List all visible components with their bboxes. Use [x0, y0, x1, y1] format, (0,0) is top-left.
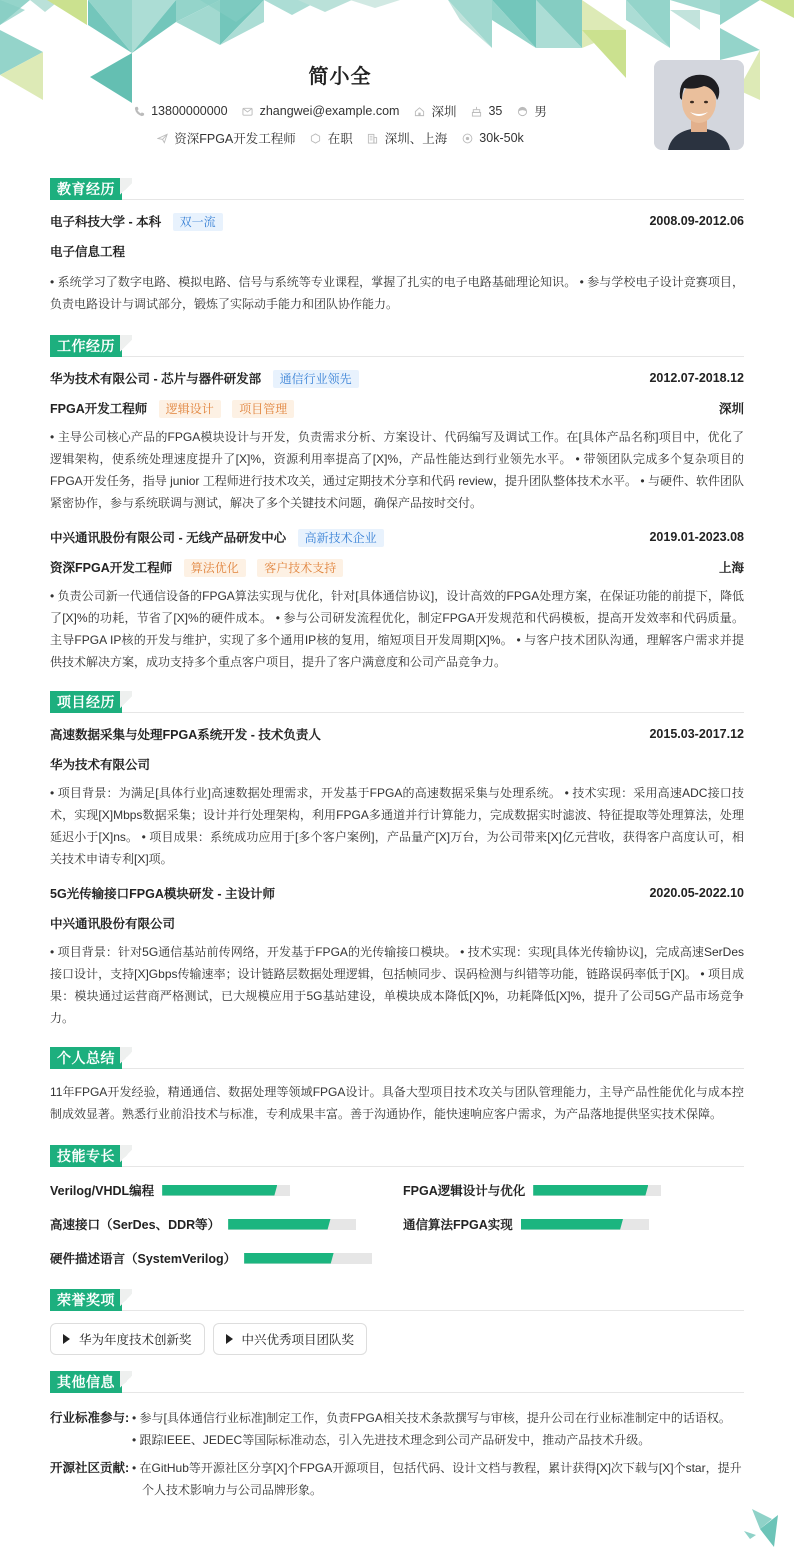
skill-item: [50, 1213, 403, 1235]
other-info-row: [50, 1457, 744, 1501]
role-tag: 逻辑设计: [159, 400, 221, 418]
employment-status-info: 在职: [310, 129, 353, 147]
phone-icon: [133, 105, 145, 117]
job-role: FPGA开发工程师: [50, 401, 148, 416]
section-title: 教育经历: [50, 178, 122, 200]
project-name: 5G光传输接口FPGA模块研发 - 主设计师: [50, 887, 276, 901]
corner-decoration: [742, 1507, 782, 1549]
work-description: • 主导公司核心产品的FPGA模块设计与开发，负责需求分析、方案设计、代码编写及调试工作。在[具体产品名称]项目中，优化了逻辑架构，使系统处理速度提升了[X]%，资源利用率提高了[X]%，产品性能达到行业领先水平。 • 带领团队完成多个复杂项目的FPGA开发任务，指导 junior 工程师进行技术攻关，通过定期技术分享和代码 review，提升团队整体技术水平。 • 与硬件、软件团队紧密协作，参与系统联调与测试，解决了多个关键技术问题，确保产品按时交付。: [50, 430, 744, 510]
section-title-tail: [120, 691, 132, 713]
section-title-tail: [120, 1047, 132, 1069]
skills-section: [50, 1145, 744, 1269]
projects-section: [50, 691, 744, 1029]
awards-list: [50, 1323, 744, 1355]
resume-content: [0, 178, 794, 1501]
major: 电子信息工程: [50, 245, 126, 259]
home-icon: [413, 105, 425, 117]
awards-section: [50, 1289, 744, 1355]
section-title: 个人总结: [50, 1047, 122, 1069]
school-name: 电子科技大学 - 本科: [50, 214, 162, 229]
award-badge: 华为年度技术创新奖: [50, 1323, 205, 1355]
section-header: [50, 1145, 744, 1167]
job-role: 资深FPGA开发工程师: [50, 560, 173, 575]
job-intent-row: [0, 129, 680, 147]
target-position-info: 资深FPGA开发工程师: [156, 129, 296, 147]
skill-bar-fill: [244, 1253, 334, 1264]
skill-name: 通信算法FPGA实现: [403, 1218, 513, 1232]
role-tag: 项目管理: [232, 400, 294, 418]
education-item: [50, 212, 744, 315]
project-company: 华为技术有限公司: [50, 758, 151, 772]
project-item: [50, 884, 744, 1029]
other-info-label: 开源社区贡献:: [50, 1461, 130, 1475]
work-date: 2012.07-2018.12: [649, 371, 744, 385]
section-header: [50, 335, 744, 357]
section-title-tail: [120, 1371, 132, 1393]
gender-icon: [516, 105, 528, 117]
send-icon: [156, 132, 168, 144]
project-date: 2020.05-2022.10: [649, 886, 744, 900]
award-badge: 中兴优秀项目团队奖: [213, 1323, 368, 1355]
section-header: [50, 1047, 744, 1069]
skill-name: Verilog/VHDL编程: [50, 1184, 155, 1198]
avatar-photo: [654, 60, 744, 150]
skill-name: 硬件描述语言（SystemVerilog）: [50, 1252, 237, 1266]
role-tag: 算法优化: [184, 559, 246, 577]
project-company: 中兴通讯股份有限公司: [50, 917, 176, 931]
city-info: 深圳: [413, 102, 456, 120]
section-title-tail: [120, 1289, 132, 1311]
skill-bar-fill: [162, 1185, 277, 1196]
work-item: [50, 528, 744, 673]
section-title-tail: [120, 1145, 132, 1167]
education-date: 2008.09-2012.06: [649, 214, 744, 228]
contact-info-row: [0, 102, 680, 120]
gender-info: 男: [516, 102, 547, 120]
section-header: [50, 178, 744, 200]
salary-icon: [461, 132, 473, 144]
other-info-item: • 参与[具体通信行业标准]制定工作，负责FPGA相关技术条款撰写与审核，提升公司在行业标准制定中的话语权。: [132, 1411, 731, 1425]
age-icon: [470, 105, 482, 117]
section-header: [50, 1371, 744, 1393]
section-title: 工作经历: [50, 335, 122, 357]
section-title: 项目经历: [50, 691, 122, 713]
play-triangle-icon: [226, 1334, 233, 1344]
play-triangle-icon: [63, 1334, 70, 1344]
other-section: [50, 1371, 744, 1501]
summary-text: 11年FPGA开发经验，精通通信、数据处理等领域FPGA设计。具备大型项目技术攻关与团队管理能力，主导产品性能优化与成本控制成效显著。熟悉行业前沿技术与标准，专利成果丰富。善于沟通协作，能快速响应客户需求，为产品落地提供坚实技术保障。: [50, 1085, 744, 1121]
skill-bar: [533, 1185, 661, 1196]
status-icon: [310, 132, 322, 144]
phone-info: 13800000000: [133, 104, 227, 118]
age-info: 35: [470, 104, 502, 118]
skill-bar: [521, 1219, 649, 1230]
candidate-name: 简小全: [308, 66, 372, 88]
company-name: 中兴通讯股份有限公司 - 无线产品研发中心: [50, 530, 287, 545]
section-title: 其他信息: [50, 1371, 122, 1393]
portrait-icon: [654, 60, 744, 150]
mail-icon: [242, 105, 254, 117]
other-info-item: • 在GitHub等开源社区分享[X]个FPGA开源项目，包括代码、设计文档与教程，累计获得[X]次下载与[X]个star，提升个人技术影响力与公司品牌形象。: [132, 1461, 742, 1497]
company-tag: 通信行业领先: [273, 370, 359, 388]
work-section: [50, 335, 744, 673]
skill-item: [403, 1213, 744, 1235]
building-icon: [367, 132, 379, 144]
company-name: 华为技术有限公司 - 芯片与器件研发部: [50, 371, 262, 386]
email-info: zhangwei@example.com: [242, 104, 400, 118]
skill-item: [50, 1179, 403, 1201]
project-item: [50, 725, 744, 870]
resume-header: [0, 0, 794, 170]
skill-bar: [228, 1219, 356, 1230]
work-location: 深圳: [718, 402, 744, 416]
section-title: 技能专长: [50, 1145, 122, 1167]
skill-bar: [244, 1253, 372, 1264]
work-date: 2019.01-2023.08: [649, 530, 744, 544]
project-description: • 项目背景：为满足[具体行业]高速数据处理需求，开发基于FPGA的高速数据采集与处理系统。 • 技术实现：采用高速ADC接口技术，实现[X]Mbps数据采集；设计并行处理架构，利用FPGA多通道并行计算能力，完成数据实时滤波、特征提取等处理算法，处理延迟小于[X]ns。 • 项目成果：系统成功应用于[多个客户案例]，产品量产[X]万台，为公司带来[X]亿元营收，获得客户高度认可，相关技术申请专利[X]项。: [50, 786, 744, 866]
section-header: [50, 1289, 744, 1311]
section-title: 荣誉奖项: [50, 1289, 122, 1311]
education-description: • 系统学习了数字电路、模拟电路、信号与系统等专业课程，掌握了扎实的电子电路基础理论知识。 • 参与学校电子设计竞赛项目，负责电路设计与调试部分，锻炼了实际动手能力和团队协作能力。: [50, 275, 744, 311]
skill-item: [50, 1247, 403, 1269]
work-description: • 负责公司新一代通信设备的FPGA算法实现与优化，针对[具体通信协议]，设计高效的FPGA处理方案，在保证功能的前提下，降低了[X]%的功耗，节省了[X]%的硬件成本。 • 参与公司研发流程优化，制定FPGA开发规范和代码模板，提高开发效率和代码质量。主导FPGA IP核的开发与维护，实现了多个通用IP核的复用，缩短项目开发周期[X]%。 • 与客户技术团队沟通，理解客户需求并提供技术解决方案，成功支持多个重点客户项目，提升了客户满意度和公司产品竞争力。: [50, 589, 744, 669]
skill-name: FPGA逻辑设计与优化: [403, 1184, 526, 1198]
project-name: 高速数据采集与处理FPGA系统开发 - 技术负责人: [50, 728, 321, 742]
school-tag: 双一流: [173, 213, 223, 231]
work-location: 上海: [718, 561, 744, 575]
project-description: • 项目背景：针对5G通信基站前传网络，开发基于FPGA的光传输接口模块。 • 技术实现：实现[具体光传输协议]，完成高速SerDes接口设计，支持[X]Gbps传输速率；设计链路层数据处理逻辑，包括帧同步、误码检测与纠错等功能，链路误码率低于[X]。 • 项目成果：模块通过运营商严格测试，已大规模应用于5G基站建设，单模块成本降低[X]%，功耗降低[X]%，提升了公司5G产品市场竞争力。: [50, 945, 744, 1025]
project-date: 2015.03-2017.12: [649, 727, 744, 741]
section-title-tail: [120, 178, 132, 200]
salary-info: 30k-50k: [461, 131, 523, 145]
other-info-row: [50, 1407, 744, 1451]
education-section: [50, 178, 744, 315]
skill-name: 高速接口（SerDes、DDR等）: [50, 1218, 221, 1232]
section-title-tail: [120, 335, 132, 357]
work-item: [50, 369, 744, 514]
company-tag: 高新技术企业: [298, 529, 384, 547]
role-tag: 客户技术支持: [257, 559, 343, 577]
target-city-info: 深圳、上海: [367, 129, 448, 147]
other-info-label: 行业标准参与:: [50, 1411, 130, 1425]
skill-bar: [162, 1185, 290, 1196]
skill-item: [403, 1179, 744, 1201]
summary-section: [50, 1047, 744, 1125]
other-info-item: • 跟踪IEEE、JEDEC等国际标准动态，引入先进技术理念到公司产品研发中，推动产品技术升级。: [132, 1433, 651, 1447]
skill-bar-fill: [533, 1185, 648, 1196]
skills-grid: [50, 1179, 744, 1269]
section-header: [50, 691, 744, 713]
skill-bar-fill: [521, 1219, 623, 1230]
skill-bar-fill: [228, 1219, 330, 1230]
